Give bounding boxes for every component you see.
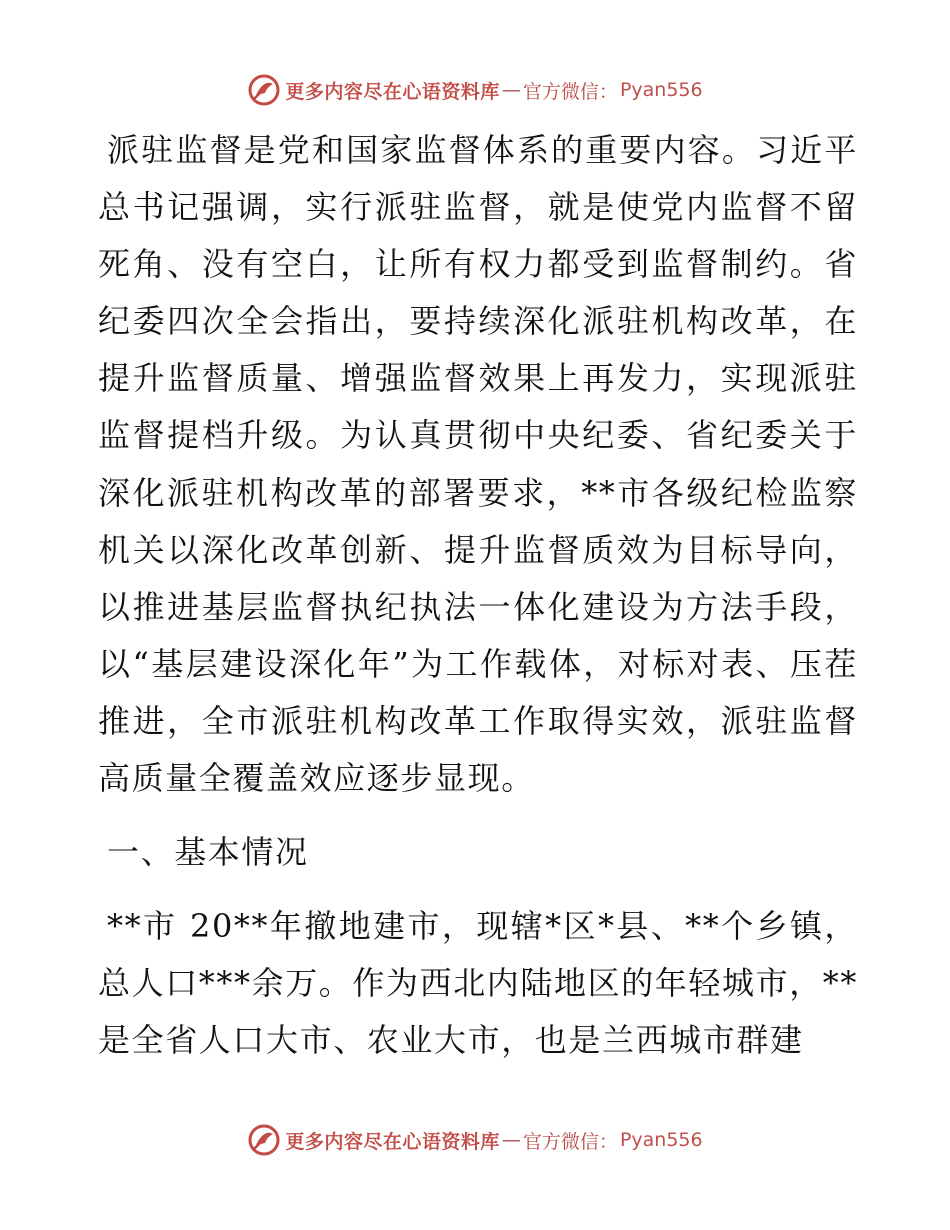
- watermark-wechat-id: Pyan556: [619, 1129, 703, 1151]
- section-heading: 一、基本情况: [107, 833, 309, 872]
- watermark-separator: —: [501, 79, 521, 101]
- footer-watermark: [0, 1120, 950, 1160]
- watermark-label: 官方微信：: [522, 1130, 618, 1153]
- paragraph: **市 20**年撤地建市，现辖*区*县、**个乡镇，总人口***余万。作为西北内陆地区的年轻城市，**是全省人口大市、农业大市，也是兰西城市群建: [98, 907, 859, 1060]
- logo-icon: [247, 1123, 281, 1157]
- paragraph: 派驻监督是党和国家监督体系的重要内容。习近平总书记强调，实行派驻监督，就是使党内监督不留死角、没有空白，让所有权力都受到监督制约。省纪委四次全会指出，要持续深化派驻机构改革，在提升监督质量、增强监督效果上再发力，实现派驻监督提档升级。为认真贯彻中央纪委、省纪委关于深化派驻机构改革的部署要求，**市各级纪检监察机关以深化改革创新、提升监督质效为目标导向，以推进基层监督执纪执法一体化建设为方法手段，以“基层建设深化年”为工作载体，对标对表、压茬推进，全市派驻机构改革工作取得实效，派驻监督高质量全覆盖效应逐步显现。: [98, 131, 858, 798]
- watermark-text: 更多内容尽在心语资料库: [285, 80, 500, 103]
- header-watermark: [0, 70, 950, 110]
- watermark-text: 更多内容尽在心语资料库: [285, 1130, 500, 1153]
- logo-icon: [247, 73, 281, 107]
- watermark-wechat-id: Pyan556: [619, 79, 703, 101]
- watermark-label: 官方微信：: [522, 80, 618, 103]
- document-body: [98, 122, 858, 1069]
- watermark-separator: —: [501, 1129, 521, 1151]
